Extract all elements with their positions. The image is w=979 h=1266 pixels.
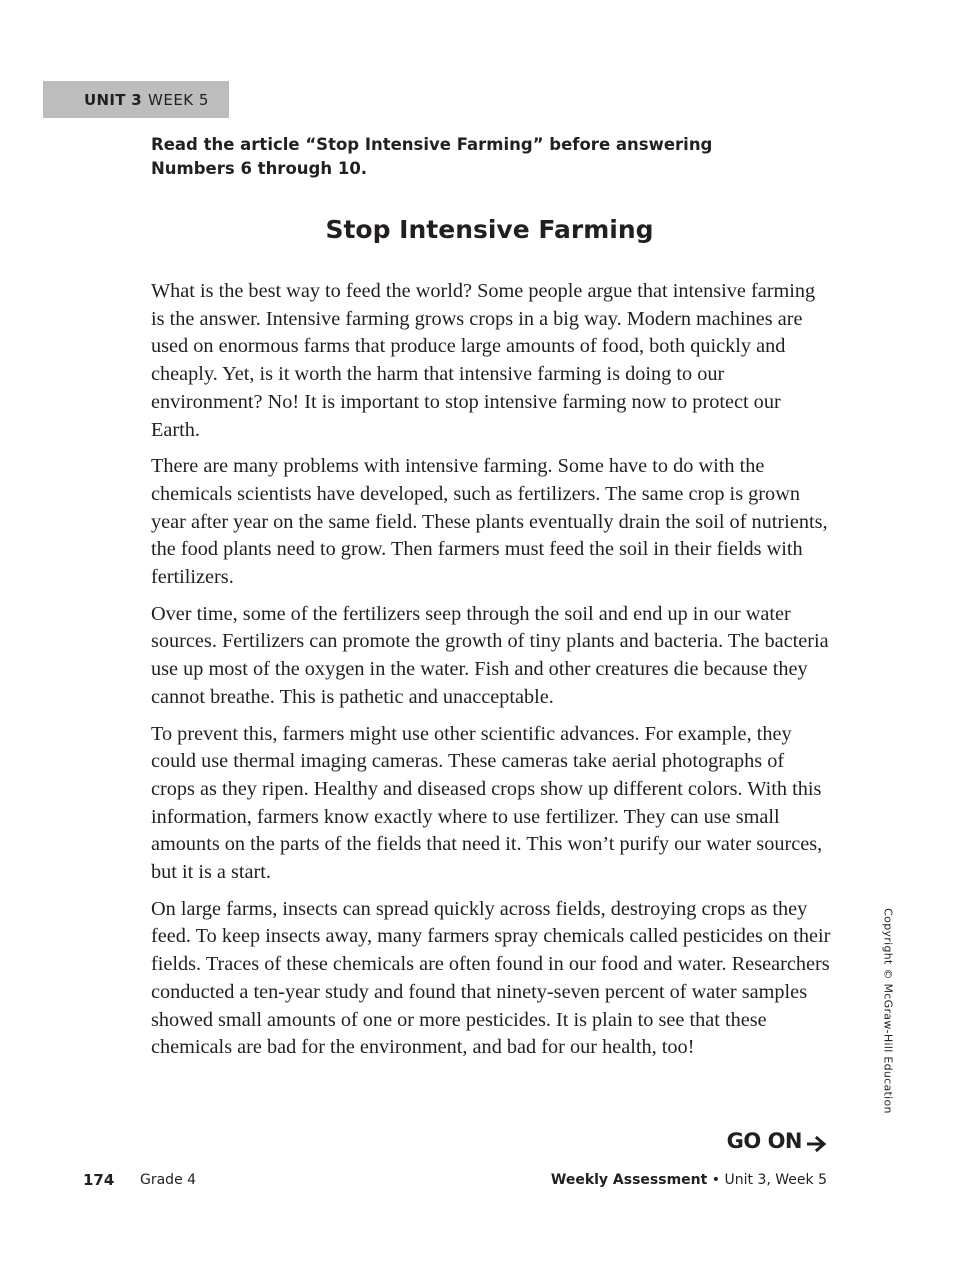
article-body — [151, 278, 831, 1071]
directions-line-1: Read the article “Stop Intensive Farming” before answering — [151, 135, 713, 154]
footer-separator: • — [711, 1172, 721, 1188]
week-label: WEEK 5 — [148, 90, 209, 109]
right-arrow-icon — [807, 1133, 827, 1149]
article-paragraph: Over time, some of the fertilizers seep through the soil and end up in our water sources. Fertilizers can promote the growth of tiny plants and bacteria. The bacteria use up most of the oxygen in the water. Fish and other creatures die because they cannot breathe. This is pathetic and unacceptable. — [151, 602, 829, 708]
unit-week-info: Unit 3, Week 5 — [724, 1172, 827, 1188]
article-title: Stop Intensive Farming — [325, 215, 654, 244]
go-on-indicator — [727, 1129, 827, 1153]
article-paragraph: There are many problems with intensive farming. Some have to do with the chemicals scientists have developed, such as fertilizers. The same crop is grown year after year on the same field. These plants eventually drain the soil of nutrients, the food plants need to grow. Then farmers must feed the soil in their fields with fertilizers. — [151, 455, 828, 589]
grade-label: Grade 4 — [140, 1172, 197, 1188]
unit-week-tab — [43, 81, 229, 118]
assessment-title: Weekly Assessment — [550, 1172, 708, 1188]
article-paragraph: To prevent this, farmers might use other scientific advances. For example, they could use thermal imaging cameras. These cameras take aerial photographs of crops as they ripen. Healthy and diseased crops show up different colors. With this information, farmers know exactly where to use fertilizer. They can use small amounts on the parts of the fields that need it. This won’t purify our water sources, but it is a start. — [151, 722, 823, 884]
go-on-label: GO ON — [726, 1129, 802, 1153]
directions-line-2: Numbers 6 through 10. — [151, 159, 368, 178]
unit-label: UNIT 3 — [84, 90, 143, 109]
directions — [151, 133, 771, 181]
assessment-info — [551, 1172, 827, 1188]
article-paragraph: What is the best way to feed the world? Some people argue that intensive farming is the answer. Intensive farming grows crops in a big way. Modern machines are used on enormous farms that produce large amounts of food, both quickly and cheaply. Yet, is it worth the harm that intensive farming is doing to our environment? No! It is important to stop intensive farming now to protect our Earth. — [151, 280, 816, 441]
page-number: 174 — [83, 1171, 115, 1189]
page-footer — [83, 1171, 827, 1191]
copyright-text: Copyright © McGraw-Hill Education — [881, 908, 895, 1114]
article-paragraph: On large farms, insects can spread quickly across fields, destroying crops as they feed. To keep insects away, many farmers spray chemicals called pesticides on their fields. Traces of these chemicals are often found in our food and water. Researchers conducted a ten-year study and found that ninety-seven percent of water samples showed small amounts of one or more pesticides. It is plain to see that these chemicals are bad for the environment, and bad for our health, too! — [151, 897, 831, 1059]
